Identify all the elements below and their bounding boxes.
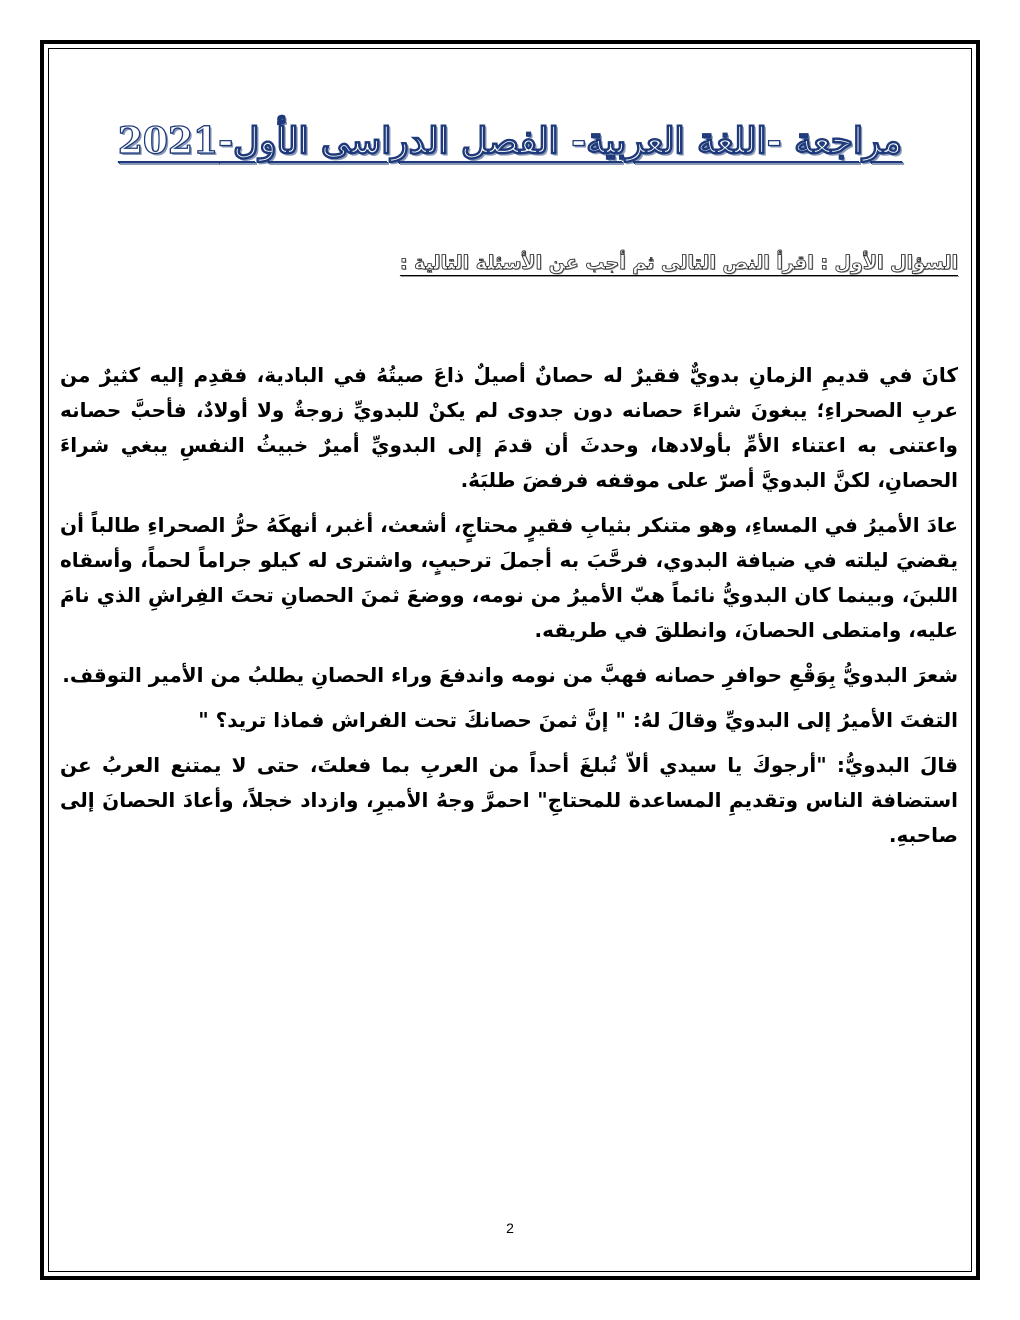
passage-paragraph-3: شعرَ البدويُّ بِوَقْعِ حوافرِ حصانه فهبَّ من نومه واندفعَ وراء الحصانِ يطلبُ من الأمير التوقف. [62, 663, 958, 687]
passage-paragraph-5: قالَ البدويُّ: "أرجوكَ يا سيدي ألاّ تُبلغَ أحداً من العربِ بما فعلتَ، حتى لا يمتنع العربُ عن استضافة الناس وتقديمِ المساعدة للمحتاجِ" احمرَّ وجهُ الأميرِ، وازداد خجلاً، وأعادَ الحصانَ إلى صاحبهِ. [60, 753, 958, 847]
reading-passage [60, 358, 958, 863]
question-heading: السؤال الأول : اقرأ النص التالى ثم أجب عن الأسئلة التالية : [399, 252, 958, 274]
page-number: 2 [506, 1220, 514, 1236]
passage-paragraph-4: التفتَ الأميرُ إلى البدويِّ وقالَ لهُ: " إنَّ ثمنَ حصانكَ تحت الفراش فماذا تريد؟ " [198, 708, 958, 732]
passage-paragraph-1: كانَ في قديمِ الزمانِ بدويٌّ فقيرٌ له حصانٌ أصيلٌ ذاعَ صيتُهُ في البادية، فقدِم إليه كثيرٌ من عربِ الصحراءِ؛ يبغونَ شراءَ حصانه دون جدوى لم يكنْ للبدويِّ زوجةٌ ولا أولادٌ، فأحبَّ حصانه واعتنى به اعتناء الأمِّ بأولادها، وحدثَ أن قدمَ إلى البدويِّ أميرٌ خبيثُ النفسِ يبغي شراءَ الحصانِ، لكنَّ البدويَّ أصرّ على موقفه فرفضَ طلبَهُ. [60, 363, 958, 492]
passage-paragraph-2: عادَ الأميرُ في المساءِ، وهو متنكر بثيابِ فقيرٍ محتاجٍ، أشعث، أغبر، أنهكَهُ حرُّ الصحراءِ طالباً أن يقضيَ ليلته في ضيافة البدوي، فرحَّبَ به أجملَ ترحيبٍ، واشترى له كيلو جراماً لحماً، وأسقاه اللبنَ، وبينما كان البدويُّ نائماً هبّ الأميرُ من نومه، ووضعَ ثمنَ الحصانِ تحتَ الفِراشِ الذي نامَ عليه، وامتطى الحصانَ، وانطلقَ في طريقه. [60, 513, 958, 642]
page-title: مراجعة -اللغة العربية- الفصل الدراسى الأول-2021 [117, 120, 903, 162]
